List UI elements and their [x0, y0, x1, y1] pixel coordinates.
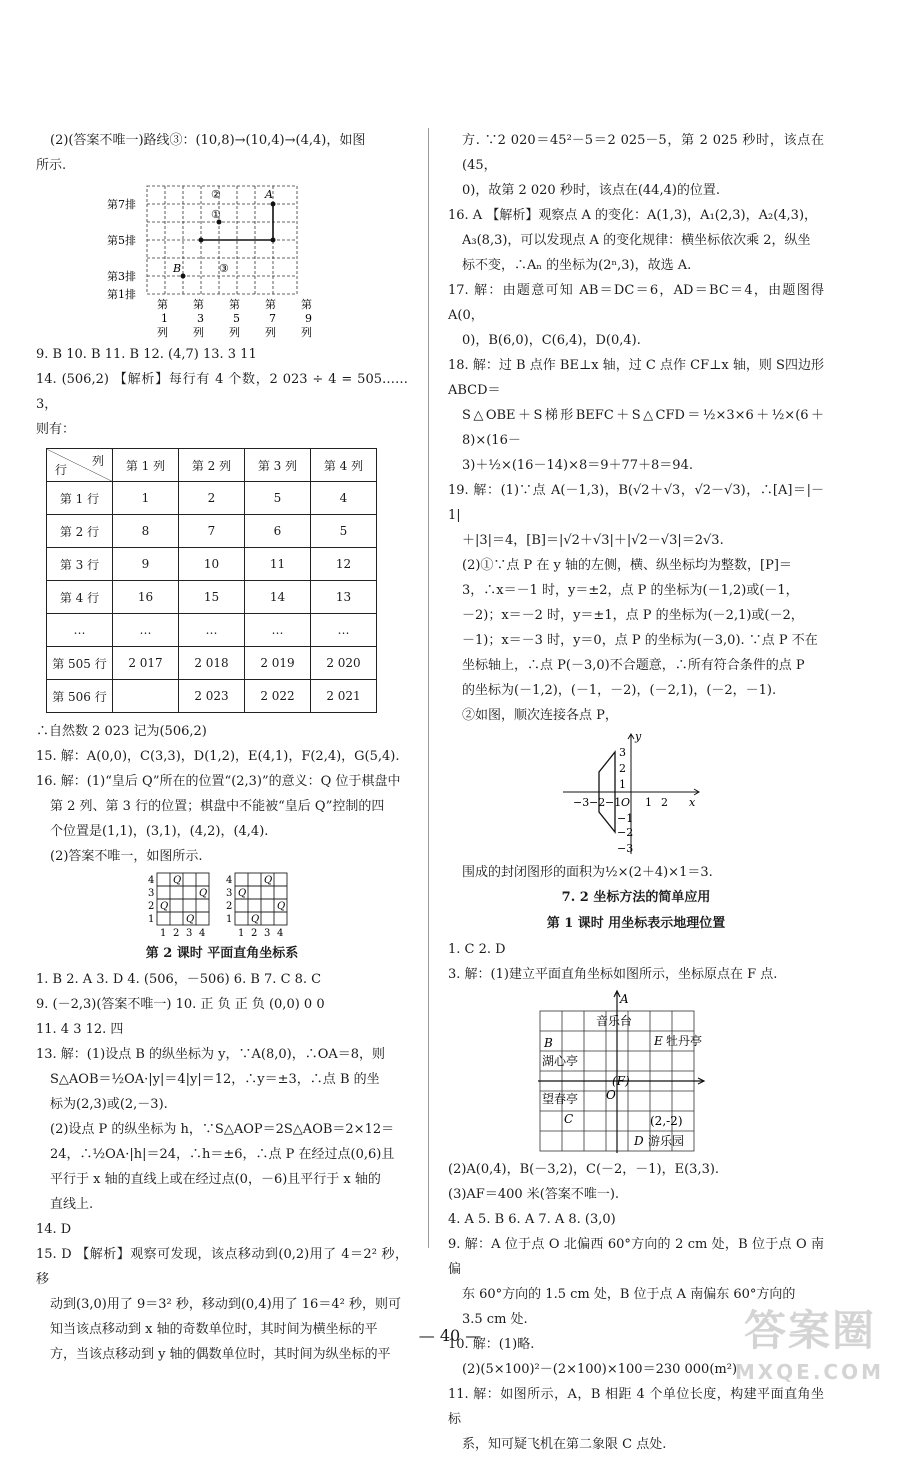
- text-line: (2)A(0,4)，B(－3,2)，C(－2，－1)，E(3,3).: [448, 1162, 720, 1177]
- svg-text:Q: Q: [264, 875, 273, 886]
- svg-text:D: D: [634, 1134, 644, 1148]
- chessboard-figures: [147, 871, 297, 939]
- table-header: 第 4 列: [311, 449, 377, 482]
- svg-text:2: 2: [173, 928, 180, 939]
- text-line: (2)①∵点 P 在 y 轴的左侧，横、纵坐标均为整数，[P]＝: [462, 558, 792, 573]
- col-label: 1: [161, 312, 168, 325]
- text-line: －2)；x＝－2 时，y＝±1，点 P 的坐标为(－2,1)或(－2，: [462, 608, 804, 623]
- text-line: 15. D 【解析】观察可发现，该点移动到(0,2)用了 4＝2² 秒，移: [36, 1247, 408, 1287]
- text-line: 则有：: [36, 422, 76, 437]
- text-line: 9. B 10. B 11. B 12. (4,7) 13. 3 11: [36, 347, 257, 362]
- row-label: 第5排: [107, 234, 136, 247]
- text-line: 9. (－2,3)(答案不唯一) 10. 正 负 正 负 (0,0) 0 0: [36, 997, 325, 1012]
- text-line: 动到(3,0)用了 9＝3² 秒，移动到(0,4)用了 16＝4² 秒，则可: [50, 1297, 401, 1312]
- col-label: 列: [157, 326, 168, 339]
- row-label: 第7排: [107, 198, 136, 211]
- left-column: [36, 128, 408, 1367]
- col-label: 第: [193, 298, 204, 311]
- text-line: 3)＋½×(16－14)×8＝9＋77＋8＝94.: [462, 458, 693, 473]
- svg-text:4: 4: [226, 875, 233, 886]
- text-line: －1)；x＝－3 时，y＝0，点 P 的坐标为(－3,0). ∵点 P 不在: [462, 633, 818, 648]
- table-header: 第 3 列: [245, 449, 311, 482]
- text-line: (2)(5×100)²－(2×100)×100＝230 000(m²).: [462, 1362, 742, 1377]
- text-line: 10. 解：(1)略.: [448, 1337, 535, 1352]
- text-line: 14. D: [36, 1222, 72, 1237]
- table-row: 第 506 行 2 023 2 022 2 021: [47, 680, 377, 713]
- svg-text:Q: Q: [251, 914, 260, 925]
- svg-text:2: 2: [251, 928, 258, 939]
- svg-text:−3: −3: [573, 796, 590, 809]
- table-row: 第 505 行 2 017 2 018 2 019 2 020: [47, 647, 377, 680]
- text-line: 东 60°方向的 1.5 cm 处，B 位于点 A 南偏东 60°方向的: [462, 1287, 796, 1302]
- svg-text:−2: −2: [589, 796, 606, 809]
- table-row: 第 4 行 16 15 14 13: [47, 581, 377, 614]
- seat-grid-figure: [107, 180, 337, 340]
- text-line: 11. 解：如图所示，A，B 相距 4 个单位长度，构建平面直角坐标: [448, 1387, 824, 1427]
- text-line: S△OBE＋S梯形BEFC＋S△CFD＝½×3×6＋½×(6＋8)×(16－: [462, 408, 824, 448]
- text-line: 0)，B(6,0)，C(6,4)，D(0,4).: [462, 333, 641, 348]
- section-title: 7. 2 坐标方法的简单应用: [561, 890, 711, 905]
- svg-text:−1: −1: [617, 812, 634, 825]
- text-line: A₃(8,3)，可以发现点 A 的变化规律：横坐标依次乘 2，纵坐: [462, 233, 811, 248]
- svg-text:2: 2: [226, 901, 233, 912]
- svg-text:Q: Q: [186, 914, 195, 925]
- text-line: 4. A 5. B 6. A 7. A 8. (3,0): [448, 1212, 616, 1227]
- text-line: 3. 解：(1)建立平面直角坐标如图所示，坐标原点在 F 点.: [448, 967, 778, 982]
- mark-label: ②: [211, 188, 221, 201]
- svg-text:2: 2: [619, 762, 626, 775]
- text-line: S△AOB＝½OA·|y|＝4|y|＝12，∴y＝±3，∴点 B 的坐: [50, 1072, 380, 1087]
- mark-label: ③: [219, 262, 229, 275]
- svg-text:4: 4: [148, 875, 155, 886]
- right-column: [448, 128, 824, 1457]
- col-label: 第: [265, 298, 276, 311]
- text-line: 17. 解：由题意可知 AB＝DC＝6，AD＝BC＝4，由题图得 A(0，: [448, 283, 824, 323]
- text-line: ②如图，顺次连接各点 P，: [462, 708, 618, 723]
- svg-text:−2: −2: [617, 826, 634, 839]
- col-label: 7: [269, 312, 276, 325]
- svg-text:(2,-2): (2,-2): [650, 1114, 683, 1128]
- text-line: 18. 解：过 B 点作 BE⊥x 轴，过 C 点作 CF⊥x 轴，则 S四边形ABCD＝: [448, 358, 824, 398]
- svg-text:3: 3: [264, 928, 271, 939]
- text-line: ＋|3|＝4，[B]＝|√2＋√3|＋|√2－√3|＝2√3.: [462, 533, 724, 548]
- svg-text:4: 4: [199, 928, 206, 939]
- svg-text:2: 2: [661, 796, 668, 809]
- number-table: [46, 448, 377, 713]
- svg-text:1: 1: [645, 796, 652, 809]
- svg-text:音乐台: 音乐台: [596, 1014, 633, 1028]
- text-line: (2)设点 P 的纵坐标为 h，∵S△AOP＝2S△AOB＝2×12＝: [50, 1122, 395, 1137]
- text-line: ∴自然数 2 023 记为(506,2): [36, 724, 207, 739]
- svg-text:x: x: [689, 796, 696, 809]
- col-label: 列: [193, 326, 204, 339]
- svg-text:1: 1: [238, 928, 245, 939]
- svg-text:4: 4: [277, 928, 284, 939]
- text-line: 围成的封闭图形的面积为½×(2＋4)×1＝3.: [462, 865, 713, 880]
- text-line: 所示.: [36, 158, 67, 173]
- text-line: 坐标轴上，∴点 P(－3,0)不合题意，∴所有符合条件的点 P: [462, 658, 805, 673]
- svg-text:牡丹亭: 牡丹亭: [666, 1034, 703, 1048]
- text-line: 1. B 2. A 3. D 4. (506，－506) 6. B 7. C 8. C: [36, 972, 322, 987]
- text-line: 16. 解：(1)“皇后 Q”所在的位置“(2,3)”的意义：Q 位于棋盘中: [36, 774, 401, 789]
- svg-text:望春亭: 望春亭: [542, 1092, 579, 1106]
- text-line: 系，知可疑飞机在第二象限 C 点处.: [462, 1437, 667, 1452]
- col-label: 9: [305, 312, 312, 325]
- text-line: 个位置是(1,1)，(3,1)，(4,2)，(4,4).: [50, 824, 269, 839]
- table-row: 第 3 行 9 10 11 12: [47, 548, 377, 581]
- svg-text:Q: Q: [277, 901, 286, 912]
- section-title: 第 2 课时 平面直角坐标系: [145, 946, 299, 961]
- table-row: 第 2 行 8 7 6 5: [47, 515, 377, 548]
- text-line: 直线上.: [50, 1197, 94, 1212]
- text-line: 0)，故第 2 020 秒时，该点在(44,4)的位置.: [462, 183, 721, 198]
- svg-text:−1: −1: [605, 796, 622, 809]
- table-header: 第 1 列: [113, 449, 179, 482]
- table-header: 第 2 列: [179, 449, 245, 482]
- table-row: … … … … …: [47, 614, 377, 647]
- svg-text:Q: Q: [199, 888, 208, 899]
- mark-label: B: [173, 262, 182, 275]
- col-label: 列: [265, 326, 276, 339]
- table-corner: 列 行: [47, 449, 113, 482]
- text-line: 平行于 x 轴的直线上或在经过点(0，－6)且平行于 x 轴的: [50, 1172, 381, 1187]
- text-line: 19. 解：(1)∵点 A(－1,3)，B(√2＋√3，√2－√3)，∴[A]＝|－1|: [448, 483, 824, 523]
- svg-text:3: 3: [619, 746, 626, 759]
- text-line: 16. A 【解析】观察点 A 的变化：A(1,3)，A₁(2,3)，A₂(4,3)，: [448, 208, 818, 223]
- svg-text:Q: Q: [160, 901, 169, 912]
- table-row: 第 1 行 1 2 5 4: [47, 482, 377, 515]
- svg-text:Q: Q: [173, 875, 182, 886]
- svg-text:1: 1: [160, 928, 167, 939]
- svg-text:y: y: [635, 730, 642, 743]
- col-label: 3: [197, 312, 204, 325]
- text-line: 的坐标为(－1,2)，(－1，－2)，(－2,1)，(－2，－1).: [462, 683, 777, 698]
- mark-label: ①: [211, 208, 221, 221]
- svg-text:B: B: [544, 1036, 553, 1050]
- watermark-url: MXQE.COM: [734, 1360, 884, 1384]
- mark-label: A: [265, 188, 273, 201]
- text-line: (2)答案不唯一，如图所示.: [50, 849, 203, 864]
- svg-text:(F): (F): [612, 1074, 630, 1088]
- text-line: 知当该点移动到 x 轴的奇数单位时，其时间为横坐标的平: [50, 1322, 378, 1337]
- text-line: 第 2 列、第 3 行的位置；棋盘中不能被“皇后 Q”控制的四: [50, 799, 385, 814]
- svg-text:1: 1: [148, 914, 155, 925]
- text-line: 15. 解：A(0,0)，C(3,3)，D(1,2)，E(4,1)，F(2,4)，G(5,4).: [36, 749, 400, 764]
- svg-text:游乐园: 游乐园: [648, 1134, 685, 1148]
- text-line: 3，∴x＝－1 时，y＝±2，点 P 的坐标为(－1,2)或(－1，: [462, 583, 799, 598]
- svg-text:2: 2: [148, 901, 155, 912]
- svg-text:C: C: [564, 1112, 574, 1126]
- text-line: 3.5 cm 处.: [462, 1312, 528, 1327]
- text-line: 1. C 2. D: [448, 942, 506, 957]
- text-line: 标不变，∴Aₙ 的坐标为(2ⁿ,3)，故选 A.: [462, 258, 692, 273]
- svg-text:3: 3: [226, 888, 233, 899]
- text-line: (3)AF＝400 米(答案不唯一).: [448, 1187, 620, 1202]
- map-grid-figure: [536, 989, 736, 1155]
- page-number: — 40 —: [418, 1326, 482, 1345]
- text-line: 9. 解：A 位于点 O 北偏西 60°方向的 2 cm 处，B 位于点 O 南偏: [448, 1237, 824, 1277]
- svg-text:E: E: [654, 1034, 663, 1048]
- col-label: 列: [229, 326, 240, 339]
- row-label: 第1排: [107, 288, 136, 301]
- svg-text:1: 1: [619, 778, 626, 791]
- col-label: 第: [301, 298, 312, 311]
- watermark-logo: 答案圈: [743, 1306, 876, 1355]
- col-label: 5: [233, 312, 240, 325]
- text-line: 14. (506,2) 【解析】每行有 4 个数，2 023 ÷ 4 = 505……3，: [36, 372, 408, 412]
- coordinate-plot-figure: [561, 730, 711, 858]
- col-label: 列: [301, 326, 312, 339]
- row-label: 第3排: [107, 270, 136, 283]
- text-line: 11. 4 3 12. 四: [36, 1022, 124, 1037]
- svg-text:O: O: [606, 1088, 616, 1102]
- svg-text:−3: −3: [617, 842, 634, 855]
- col-label: 第: [229, 298, 240, 311]
- text-line: 标为(2,3)或(2,－3).: [50, 1097, 168, 1112]
- svg-text:湖心亭: 湖心亭: [542, 1054, 579, 1068]
- svg-text:O: O: [621, 796, 631, 809]
- text-line: (2)(答案不唯一)路线③：(10,8)→(10,4)→(4,4)，如图: [50, 133, 366, 148]
- text-line: 13. 解：(1)设点 B 的纵坐标为 y，∵A(8,0)，∴OA＝8，则: [36, 1047, 386, 1062]
- subsection-title: 第 1 课时 用坐标表示地理位置: [546, 916, 726, 931]
- text-line: 方. ∵2 020＝45²－5＝2 025－5，第 2 025 秒时，该点在(45，: [462, 133, 824, 173]
- svg-text:A: A: [620, 992, 629, 1006]
- text-line: 方，当该点移动到 y 轴的偶数单位时，其时间为纵坐标的平: [50, 1347, 391, 1362]
- text-line: 24，∴½OA·|h|＝24，∴h＝±6，∴点 P 在经过点(0,6)且: [50, 1147, 395, 1162]
- svg-text:3: 3: [186, 928, 193, 939]
- svg-text:3: 3: [148, 888, 155, 899]
- col-label: 第: [157, 298, 168, 311]
- column-divider: [428, 128, 429, 1248]
- svg-text:Q: Q: [238, 888, 247, 899]
- svg-text:1: 1: [226, 914, 233, 925]
